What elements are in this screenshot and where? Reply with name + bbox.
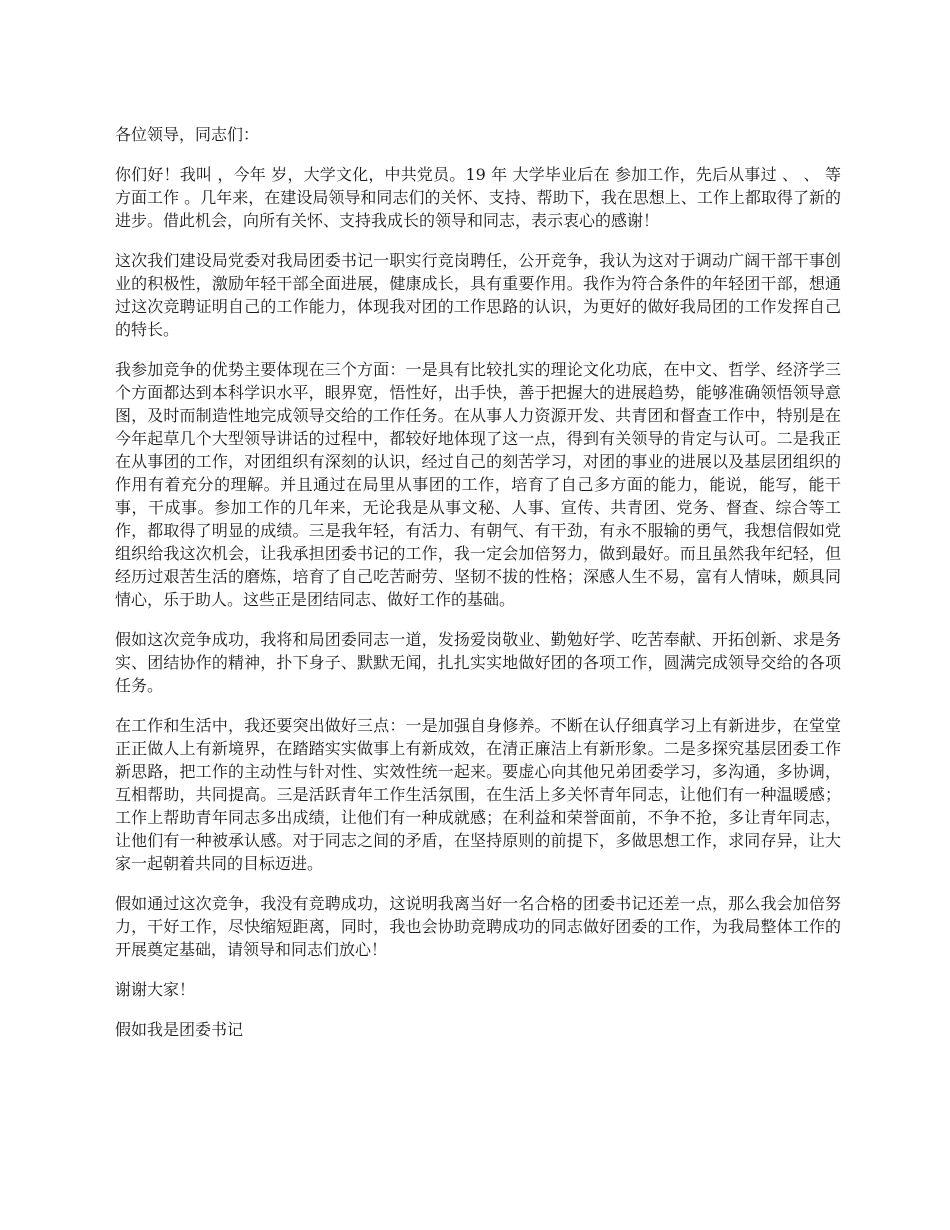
document-body <box>115 123 841 1058</box>
footer-title: 假如我是团委书记 <box>115 1020 244 1039</box>
paragraph-intro: 你们好！我叫 ，今年 岁，大学文化，中共党员。19 年 大学毕业后在 参加工作，先后从事过 、 、 等方面工作 。几年来，在建设局领导和同志们的关怀、支持、帮助下，我在思想上、工作上都取得了新的进步。借此机会，向所有关怀、支持我成长的领导和同志，表示衷心的感谢！ <box>115 165 841 230</box>
paragraph-motivation: 这次我们建设局党委对我局团委书记一职实行竞岗聘任，公开竞争，我认为这对于调动广阔干部干事创业的积极性，激励年轻干部全面进展，健康成长，具有重要作用。我作为符合条件的年轻团干部，想通过这次竞聘证明自己的工作能力，体现我对团的工作思路的认识，为更好的做好我局团的工作发挥自己的特长。 <box>115 251 841 339</box>
paragraph-if-successful: 假如这次竞争成功，我将和局团委同志一道，发扬爱岗敬业、勤勉好学、吃苦奉献、开拓创新、求是务实、团结协作的精神，扑下身子、默默无闻，扎扎实实地做好团的各项工作，圆满完成领导交给的各项任务。 <box>115 630 841 695</box>
paragraph-work-plan: 在工作和生活中，我还要突出做好三点：一是加强自身修养。不断在认仔细真学习上有新进步，在堂堂正正做人上有新境界，在踏踏实实做事上有新成效，在清正廉洁上有新形象。二是多探究基层团委工作新思路，把工作的主动性与针对性、实效性统一起来。要虚心向其他兄弟团委学习，多沟通，多协调，互相帮助，共同提高。三是活跃青年工作生活氛围，在生活上多关怀青年同志，让他们有一种温暖感；工作上帮助青年同志多出成绩，让他们有一种成就感；在利益和荣誉面前，不争不抢，多让青年同志，让他们有一种被承认感。对于同志之间的矛盾，在坚持原则的前提下，多做思想工作，求同存异，让大家一起朝着共同的目标迈进。 <box>115 716 841 873</box>
paragraph-advantages: 我参加竞争的优势主要体现在三个方面：一是具有比较扎实的理论文化功底，在中文、哲学、经济学三个方面都达到本科学识水平，眼界宽，悟性好，出手快，善于把握大的进展趋势，能够准确领悟领导意图，及时而制造性地完成领导交给的工作任务。在从事人力资源开发、共青团和督查工作中，特别是在今年起草几个大型领导讲话的过程中，都较好地体现了这一点，得到有关领导的肯定与认可。二是我正在从事团的工作，对团组织有深刻的认识，经过自己的刻苦学习，对团的事业的进展以及基层团组织的作用有着充分的理解。并且通过在局里从事团的工作，培育了自己多方面的能力，能说，能写，能干事，干成事。参加工作的几年来，无论我是从事文秘、人事、宣传、共青团、党务、督查、综合等工作，都取得了明显的成绩。三是我年轻，有活力、有朝气、有干劲，有永不服输的勇气，我想信假如党组织给我这次机会，让我承担团委书记的工作，我一定会加倍努力，做到最好。而且虽然我年纪轻，但经历过艰苦生活的磨炼，培育了自己吃苦耐劳、坚韧不拔的性格；深感人生不易，富有人情味，颇具同情心，乐于助人。这些正是团结同志、做好工作的基础。 <box>115 360 841 609</box>
paragraph-if-unsuccessful: 假如通过这次竞争，我没有竞聘成功，这说明我离当好一名合格的团委书记还差一点，那么我会加倍努力，干好工作，尽快缩短距离，同时，我也会协助竞聘成功的同志做好团委的工作，为我局整体工作的开展奠定基础，请领导和同志们放心！ <box>115 894 841 959</box>
greeting: 各位领导，同志们： <box>115 125 260 144</box>
closing: 谢谢大家！ <box>115 980 196 999</box>
